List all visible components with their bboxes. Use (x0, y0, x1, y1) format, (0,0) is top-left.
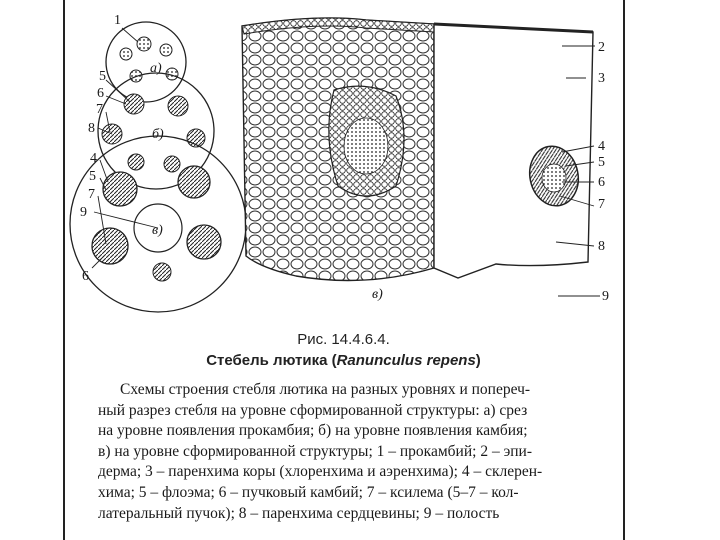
right-label-9: 9 (602, 289, 609, 304)
right-label-3: 3 (598, 71, 605, 86)
caption-line: латеральный пучок); 8 – паренхима сердцевины; 9 – полость (98, 504, 500, 522)
caption-line: в) на уровне сформированной структуры; 1 – прокамбий; 2 – эпи- (98, 442, 532, 460)
left-label-6b: 6 (82, 269, 89, 284)
caption-body (98, 380, 596, 524)
caption-line: Схемы строения стебля лютика на разных уровнях и попереч- (120, 381, 531, 398)
figure-number: Рис. 14.4.6.4. (297, 331, 390, 348)
panel-label-c-section: в) (372, 287, 383, 302)
left-label-7: 7 (96, 102, 103, 117)
left-label-1: 1 (114, 13, 121, 28)
left-label-9: 9 (80, 205, 87, 220)
left-label-7b: 7 (88, 187, 95, 202)
stem-figure (66, 6, 621, 324)
left-label-8: 8 (88, 121, 95, 136)
panel-label-a: а) (150, 61, 162, 76)
right-label-8: 8 (598, 239, 605, 254)
left-label-4: 4 (90, 151, 97, 166)
right-label-4: 4 (598, 139, 605, 154)
page-border-left (63, 0, 65, 540)
left-label-5: 5 (99, 69, 106, 84)
figure-title: Стебель лютика (Ranunculus repens) (206, 352, 481, 369)
caption-line: ный разрез стебля на уровне сформированной структуры: а) срез (98, 401, 528, 419)
page-border-right (623, 0, 625, 540)
left-label-5b: 5 (89, 169, 96, 184)
left-label-6: 6 (97, 86, 104, 101)
caption-line: на уровне появления прокамбия; б) на уровне появления камбия; (98, 422, 528, 440)
figure-title-latin: Ranunculus repens (336, 352, 476, 369)
right-label-5: 5 (598, 155, 605, 170)
right-label-6: 6 (598, 175, 605, 190)
panel-label-c: в) (152, 223, 163, 238)
cross-section (242, 18, 593, 281)
panel-label-b: б) (152, 127, 164, 142)
scheme-a (106, 22, 186, 102)
right-label-2: 2 (598, 40, 605, 55)
caption-line: хима; 5 – флоэма; 6 – пучковый камбий; 7 – ксилема (5–7 – кол- (98, 483, 519, 501)
right-label-7: 7 (598, 197, 605, 212)
caption-line: дерма; 3 – паренхима коры (хлоренхима и аэренхима); 4 – склерен- (98, 463, 543, 481)
figure-title-russian: Стебель лютика (206, 352, 328, 369)
